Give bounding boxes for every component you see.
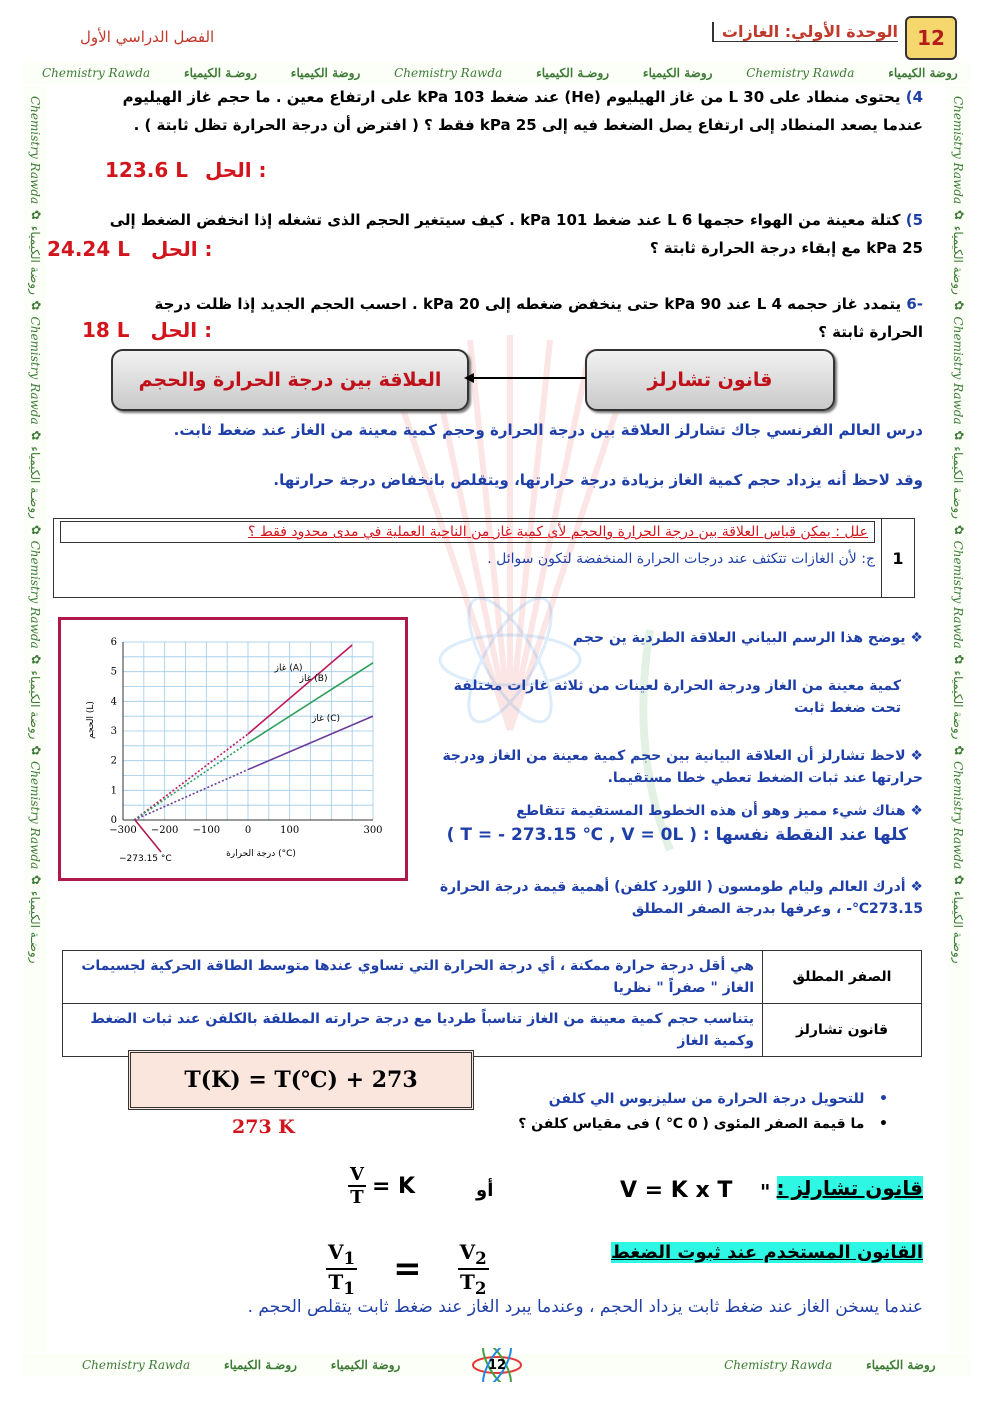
left-border-strip: Chemistry Rawda ✿ روضة الكيمياء ✿ Chemistry Rawda ✿ روضـة الكيمياء ✿ Chemistry Rawda ✿ روضة الكيمياء ✿ Chemistry Rawda ✿ روضـة الكيمياء [24,86,46,1352]
footer-page-number: 12 [487,1357,507,1373]
series-label: غاز (A) [274,663,303,674]
chart-lines [134,645,373,820]
charles-paragraph-2: وقد لاحظ أنه يزداد حجم كمية الغاز بزيادة درجة حرارتها، ويتقلص بانخفاض درجة حرارتها. [273,471,923,489]
y-tick-label: 4 [110,696,117,708]
y-axis-label: الحجم (L) [86,701,96,739]
bottom-border-strip: Chemistry Rawda روضة الكيمياء روضـة الكيمياء Chemistry Rawda روضة الكيمياء [22,1354,971,1376]
series-extrapolation [134,743,248,820]
answer-label: الحل : [204,158,267,182]
x-tick-label: 300 [363,825,383,836]
definition-row [63,951,922,1004]
question-4: 4) يحتوى منطاد على 30 L من غاز الهيليوم (He) عند ضغط 103 kPa على ارتفاع معين . ما حجم غاز الهيليوم عندما يصعد المنطاد إلى ارتفاع يصل الضغط فيه إلى 25 kPa فقط ؟ ( افترض أن درجة الحرارة تظل ثابتة ) . [122,88,923,134]
y-tick-label: 6 [110,637,117,648]
y-tick-label: 0 [110,815,117,826]
series-extrapolation [134,770,248,820]
answer-value: 123.6 L [105,158,188,182]
reason-table [53,518,915,598]
y-tick-label: 1 [110,785,117,797]
page-badge: 12 [905,16,957,60]
charles-chart-frame [58,617,408,881]
x-tick-label: −100 [192,825,221,836]
answer-4 [105,158,267,182]
charles-law-label: قانون تشارلز : [776,1176,923,1200]
right-border-strip: Chemistry Rawda ✿ روضة الكيمياء ✿ Chemistry Rawda ✿ روضـة الكيمياء ✿ Chemistry Rawda ✿ روضة الكيمياء ✿ Chemistry Rawda ✿ روضـة الكيمياء [947,86,969,1352]
charles-paragraph-1: درس العالم الفرنسي جاك تشارلز العلاقة بين درجة الحرارة وحجم كمية معينة من الغاز عند ضغط ثابت. [173,421,923,439]
definition-row [63,1004,922,1057]
definitions-table [62,950,922,1057]
def-absolute-zero: هي أقل درجة حرارة ممكنة ، أي درجة الحرارة التي تساوي عندها متوسط الطاقة الحركية لجسيمات الغاز " صفراً " نظريا [63,951,763,1004]
unit-title: الوحدة الأولي: الغازات [712,22,898,42]
y-tick-label: 5 [110,666,117,678]
quote-mark: " [760,1180,771,1204]
charles-chart [61,620,405,878]
conversion-bullet-1: • للتحويل درجة الحرارة من سليزيوس الي كلفن [548,1091,888,1107]
constant-pressure-label: القانون المستخدم عند ثبوت الضغط [611,1242,923,1263]
series-label: غاز (C) [312,713,340,724]
question-5: 5) كتلة معينة من الهواء حجمها 6 L عند ضغط 101 kPa . كيف سيتغير الحجم الذى تشغله إذا انخفض الضغط إلى 25 kPa مع إبقاء درجة الحرارة ثابتة ؟ [109,211,923,257]
y-tick-label: 3 [110,726,117,737]
arrow-icon [462,370,588,386]
answer-6: 18 L الحل : [82,318,213,342]
bullet-2: ❖ لاحظ تشارلز أن العلاقة البيانية بين حجم كمية معينة من الغاز ودرجة حرارتها عند ثبات الضغط تعطي خطا مستقيما. [442,748,923,786]
reason-answer: ج: لأن الغازات تتكثف عند درجات الحرارة المنخفضة لتكون سوائل . [487,551,875,567]
answer-5: 24.24 L الحل : [47,237,213,261]
bullet-1: ❖ يوضح هذا الرسم البياني العلاقة الطردية ين حجم [572,630,923,646]
chart-grid [123,642,373,820]
absolute-zero-annotation: −273.15 °C [119,854,172,864]
x-tick-label: 100 [280,825,300,836]
ratio-formula: $\frac{V_1}{T_1}$ = $\frac{V_2}{T_2}$ [328,1240,487,1298]
question-6: -6 يتمدد غاز حجمه 4 L عند 90 kPa حتى ينخفض ضغطه إلى 20 kPa . احسب الحجم الجديد إذا ظلت درجة الحرارة ثابتة ؟ [154,295,923,341]
closing-statement: عندما يسخن الغاز عند ضغط ثابت يزداد الحجم ، وعندما يبرد الغاز عند ضغط ثابت يتقلص الحجم . [247,1297,923,1317]
footer-atom [470,1348,524,1382]
or-label: أو [476,1180,494,1201]
border-text: Chemistry Rawda [42,66,151,80]
bullet-4: ❖ أدرك العالم وليام طومسون ( اللورد كلفن) أهمية قيمة درجة الحرارة 273.15℃- ، وعرفها بدرجة الصفر المطلق [439,879,923,917]
term-charles-law: قانون تشارلز [763,1004,922,1057]
series-label: غاز (B) [299,673,328,684]
conversion-bullet-2: • ما قيمة الصفر المئوى ( 0 ℃ ) فى مقياس كلفن ؟ [518,1116,888,1132]
reason-number: 1 [882,519,915,598]
bullet-3: ❖ هناك شيء مميز وهو أن هذه الخطوط المستقيمة تتقاطع [516,803,923,819]
formula-v-over-t: $\frac{V}{T}$ = K [350,1164,416,1208]
y-tick-label: 2 [110,755,117,767]
x-tick-label: −300 [109,825,137,836]
top-border-strip: Chemistry Rawda روضة الكيمياء روضـة الكيمياء Chemistry Rawda روضة الكيمياء روضـة الكيمياء Chemistry Rawda روضة الكيمياء [22,62,971,84]
relation-box: العلاقة بين درجة الحرارة والحجم [111,349,469,411]
chart-ticks [109,637,382,836]
kelvin-formula: T(K) = T(℃) + 273 [128,1050,474,1110]
question-number: 4) [905,88,923,106]
reason-question: علل : يمكن قياس العلاقة بين درجة الحرارة والحجم لأى كمية غاز من الناحية العملية في مدى محدود فقط ؟ [60,521,875,543]
x-tick-label: 0 [244,825,252,836]
intersection-point: كلها عند النقطة نفسها : ( T = - 273.15 ℃ , V = 0L ) [446,825,908,845]
zero-celsius-kelvin-answer: 273 K [232,1116,295,1138]
def-charles-law: يتناسب حجم كمية معينة من الغاز تناسباً طرديا مع درجة حرارته المطلقة بالكلفن عند ثبات الضغط وكمية الغاز [63,1004,763,1057]
formula-v-kt: V = K x T [620,1178,733,1203]
x-tick-label: −200 [150,825,179,836]
semester-label: الفصل الدراسي الأول [80,28,215,46]
bullet-1-cont: كمية معينة من الغاز ودرجة الحرارة لعينات من ثلاثة غازات مختلفة تحت ضغط ثابت [453,678,901,716]
x-axis-label: درجة الحرارة (°C) [226,849,296,859]
charles-law-box: قانون تشارلز [585,349,835,411]
term-absolute-zero: الصفر المطلق [763,951,922,1004]
